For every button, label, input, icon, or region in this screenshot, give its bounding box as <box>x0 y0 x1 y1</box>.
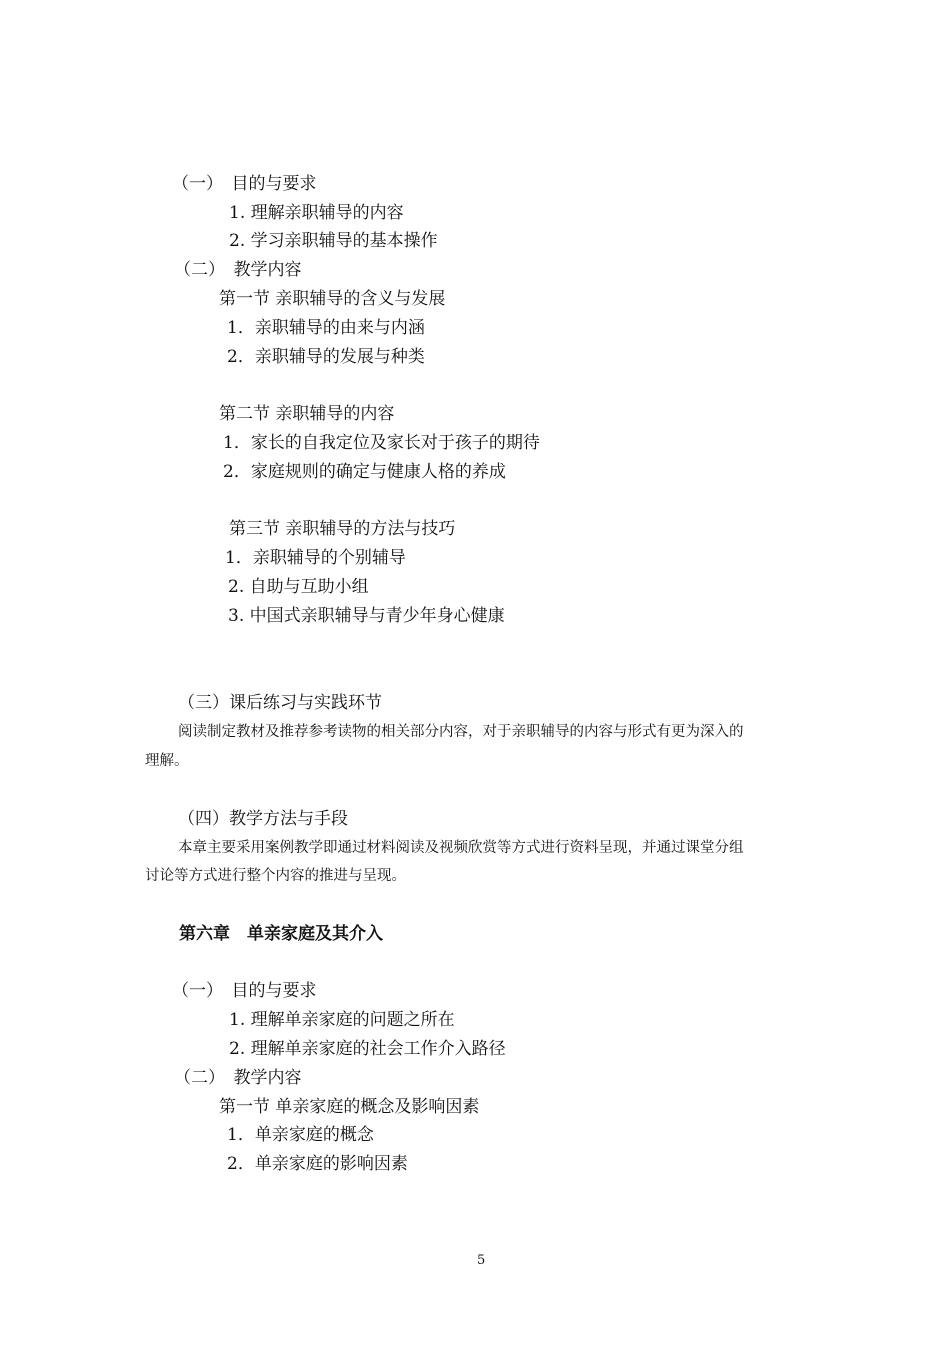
chapter-title: 第六章 单亲家庭及其介入 <box>179 924 383 944</box>
goal-heading: （一） 目的与要求 <box>172 174 317 194</box>
section-item: 2．家庭规则的确定与健康人格的养成 <box>223 462 506 482</box>
goal-item: 1. 理解单亲家庭的问题之所在 <box>229 1010 455 1030</box>
section-title: 第二节 亲职辅导的内容 <box>219 404 395 424</box>
section-item: 2．单亲家庭的影响因素 <box>227 1154 408 1174</box>
section-title: 第三节 亲职辅导的方法与技巧 <box>229 519 456 539</box>
content-heading: （二） 教学内容 <box>174 1068 302 1088</box>
section-item: 3. 中国式亲职辅导与青少年身心健康 <box>228 606 505 626</box>
content-heading: （二） 教学内容 <box>174 260 302 280</box>
practice-text: 理解。 <box>145 753 189 769</box>
section-title: 第一节 单亲家庭的概念及影响因素 <box>219 1097 480 1117</box>
goal-item: 1. 理解亲职辅导的内容 <box>229 203 404 223</box>
method-text: 讨论等方式进行整个内容的推进与呈现。 <box>145 868 406 884</box>
section-item: 1．家长的自我定位及家长对于孩子的期待 <box>223 433 540 453</box>
section-item: 1．亲职辅导的由来与内涵 <box>227 318 425 338</box>
practice-heading: （三）课后练习与实践环节 <box>178 693 382 713</box>
section-item: 1．单亲家庭的概念 <box>227 1125 374 1145</box>
section-item: 2. 自助与互助小组 <box>228 577 369 597</box>
goal-heading: （一） 目的与要求 <box>172 981 317 1001</box>
method-text: 本章主要采用案例教学即通过材料阅读及视频欣赏等方式进行资料呈现，并通过课堂分组 <box>178 840 744 856</box>
practice-text: 阅读制定教材及推荐参考读物的相关部分内容，对于亲职辅导的内容与形式有更为深入的 <box>178 724 744 740</box>
section-item: 1．亲职辅导的个别辅导 <box>225 548 406 568</box>
goal-item: 2. 学习亲职辅导的基本操作 <box>229 231 438 251</box>
section-item: 2．亲职辅导的发展与种类 <box>227 347 425 367</box>
section-title: 第一节 亲职辅导的含义与发展 <box>219 289 446 309</box>
page-number: 5 <box>477 1253 486 1268</box>
goal-item: 2. 理解单亲家庭的社会工作介入路径 <box>229 1039 506 1059</box>
method-heading: （四）教学方法与手段 <box>178 809 348 829</box>
